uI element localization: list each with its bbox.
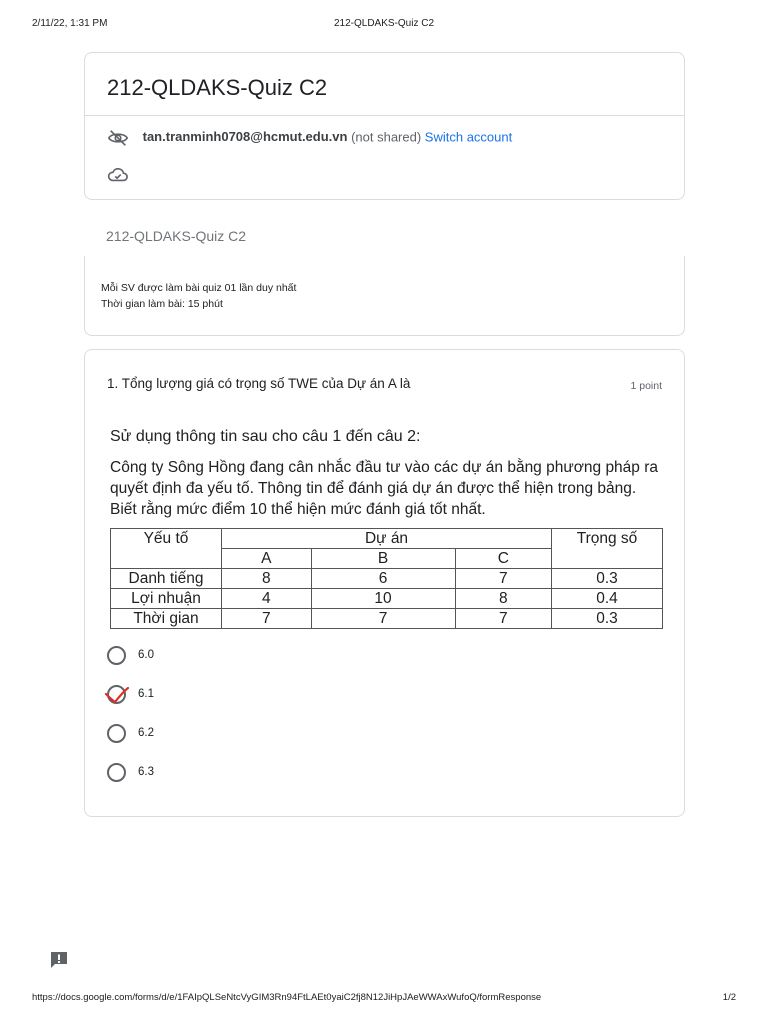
image-intro-text: Sử dụng thông tin sau cho câu 1 đến câu 2: [110, 428, 421, 445]
header-project: Dự án [222, 529, 552, 549]
option-label: 6.1 [138, 688, 154, 700]
radio-button[interactable] [107, 763, 126, 782]
image-paragraph: Công ty Sông Hồng đang cân nhắc đầu tư vào các dự án bằng phương pháp ra quyết định đa yếu tố. Thông tin để đánh giá dự án được thể hiện trong bảng. Biết rằng mức điểm 10 thể hiện mức đánh giá tốt nhất. [110, 459, 659, 518]
print-date: 2/11/22, 1:31 PM [32, 18, 108, 29]
question-title: 1. Tổng lượng giá có trọng số TWE của Dự án A là [107, 376, 411, 391]
cloud-check-icon [107, 165, 129, 185]
eye-off-icon [107, 127, 129, 149]
description-line: Thời gian làm bài: 15 phút [101, 298, 223, 310]
answer-option[interactable] [107, 763, 307, 785]
weight-cell: 0.3 [552, 569, 663, 589]
option-label: 6.3 [138, 766, 154, 778]
score-cell: 7 [455, 569, 551, 589]
header-project-c: C [455, 549, 551, 569]
report-issue-icon[interactable] [49, 950, 69, 970]
account-email: tan.tranminh0708@hcmut.edu.vn [142, 129, 348, 145]
section-title: 212-QLDAKS-Quiz C2 [106, 228, 247, 244]
score-cell: 8 [455, 589, 551, 609]
answer-option[interactable] [107, 646, 307, 668]
print-title: 212-QLDAKS-Quiz C2 [333, 18, 435, 29]
not-shared-label: (not shared) [351, 129, 422, 145]
header-factor: Yếu tố [111, 529, 222, 569]
score-cell: 7 [455, 609, 551, 629]
header-divider [85, 115, 684, 116]
check-mark-icon [103, 683, 131, 707]
header-project-b: B [311, 549, 455, 569]
radio-button[interactable] [107, 724, 126, 743]
question-image [110, 426, 665, 629]
question-card [84, 349, 685, 817]
table-row [111, 609, 663, 629]
table-row [111, 569, 663, 589]
header-project-a: A [222, 549, 312, 569]
question-points: 1 point [630, 380, 662, 392]
score-cell: 8 [222, 569, 312, 589]
factor-cell: Thời gian [111, 609, 222, 629]
switch-account-link[interactable]: Switch account [424, 129, 513, 145]
form-title: 212-QLDAKS-Quiz C2 [107, 75, 328, 100]
score-cell: 6 [311, 569, 455, 589]
table-row [111, 589, 663, 609]
option-label: 6.0 [138, 649, 154, 661]
account-row [107, 127, 512, 149]
print-url: https://docs.google.com/forms/d/e/1FAIpQLSeNtcVyGIM3Rn94FtLAEt0yaiC2fj8N12JiHpJAeWWAxWufoQ/formResponse [32, 992, 542, 1003]
score-cell: 4 [222, 589, 312, 609]
weight-cell: 0.3 [552, 609, 663, 629]
criteria-table [110, 528, 663, 629]
factor-cell: Danh tiếng [111, 569, 222, 589]
form-header-card [84, 52, 685, 200]
option-label: 6.2 [138, 727, 154, 739]
weight-cell: 0.4 [552, 589, 663, 609]
page-number: 1/2 [722, 992, 736, 1003]
answer-option-selected[interactable] [107, 685, 307, 707]
answer-option[interactable] [107, 724, 307, 746]
factor-cell: Lợi nhuận [111, 589, 222, 609]
score-cell: 7 [311, 609, 455, 629]
header-weight: Trọng số [552, 529, 663, 569]
description-line: Mỗi SV được làm bài quiz 01 lần duy nhất [101, 282, 297, 294]
radio-button[interactable] [107, 646, 126, 665]
description-card [84, 256, 685, 336]
score-cell: 10 [311, 589, 455, 609]
score-cell: 7 [222, 609, 312, 629]
